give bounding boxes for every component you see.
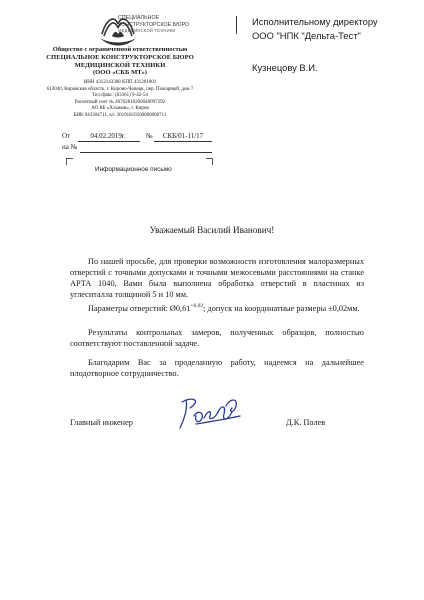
org-phone: Тел./факс: (83361) 9-42-54 — [92, 93, 148, 99]
addressee-line-1: Исполнительному директору — [252, 16, 378, 27]
letter-results — [70, 327, 364, 349]
org-name-line-2: СПЕЦИАЛЬНОЕ КОНСТРУКТОРСКОЕ БЮРО — [46, 53, 194, 61]
parameters-text: Параметры отверстий: Ø0,61 — [88, 303, 191, 313]
paragraph-2 — [70, 301, 364, 314]
letter-type-label: Информационное письмо — [95, 166, 172, 173]
org-bank: АО КБ «Хлынов», г. Киров — [91, 106, 149, 112]
org-account: Расчетный счет № 40702810200040097292 — [74, 99, 166, 105]
paragraph-1: По нашей просьбе, для проверки возможности изготовления малоразмерных отверстий с точными допусками и точными межосевыми расстояниями на станке АРТА 1040, Вами была выполнена обработка отверстий в пластинах из углеситалла толщиной 5 и 10 мм. — [70, 257, 364, 299]
signatory-name: Д.К. Полев — [286, 418, 326, 427]
tolerance-superscript: +0,02 — [190, 303, 204, 309]
logo-line-2: КОНСТРУКТОРСКОЕ БЮРО — [118, 21, 190, 28]
corner-mark — [66, 158, 73, 165]
from-date: 04.02.2019г. — [90, 132, 126, 140]
letter-thanks — [70, 357, 364, 379]
org-bik: БИК 043304711, к/с 30101810500000000711 — [73, 112, 167, 118]
org-name-line-4: (ООО «СКБ МТ») — [92, 69, 148, 77]
org-name — [20, 46, 220, 77]
org-name-line-3: МЕДИЦИНСКОЙ ТЕХНИКИ — [74, 61, 166, 69]
number-underline — [154, 141, 212, 142]
logo-line-1: СПЕЦИАЛЬНОЕ — [118, 15, 160, 21]
addressee-name: Кузнецову В.И. — [252, 62, 318, 73]
from-date-underline — [78, 141, 140, 142]
reference-underline — [80, 152, 212, 153]
greeting: Уважаемый Василий Иванович! — [149, 225, 275, 235]
from-label: От — [62, 132, 71, 140]
org-address: 613040, Кировская область, г. Кирово-Чепецк, пер. Пожарный, дом 7 — [46, 86, 194, 92]
addressee-divider — [236, 16, 237, 34]
logo-line-3: МЕДИЦИНСКОЙ ТЕХНИКИ — [118, 28, 176, 34]
corner-mark — [206, 158, 213, 165]
number-value: СКБ/01-11/17 — [162, 132, 204, 140]
org-name-line-1: Общество с ограниченной ответственностью — [52, 46, 188, 53]
letter-parameters — [70, 301, 364, 314]
org-details — [20, 80, 220, 120]
letter-body — [70, 256, 364, 300]
parameters-text-rest: ; допуск на координатные размеры ±0,02мм. — [203, 303, 360, 313]
org-inn: ИНН 4312143308 КПП 431201001 — [83, 80, 157, 85]
logo-wordmark — [118, 15, 189, 35]
addressee-line-2: ООО "НПК "Дельта-Тест" — [252, 30, 361, 41]
paragraph-3: Результаты контрольных замеров, полученных образцов, полностью соответствуют поставленной задаче. — [70, 328, 364, 348]
number-label: № — [146, 132, 153, 140]
handwritten-signature — [176, 394, 244, 432]
signatory-position: Главный инженер — [70, 418, 133, 427]
reference-label: на № — [62, 143, 78, 151]
paragraph-4: Благодарим Вас за проделанную работу, надеемся на дальнейшее плодотворное сотрудничество. — [70, 358, 364, 378]
